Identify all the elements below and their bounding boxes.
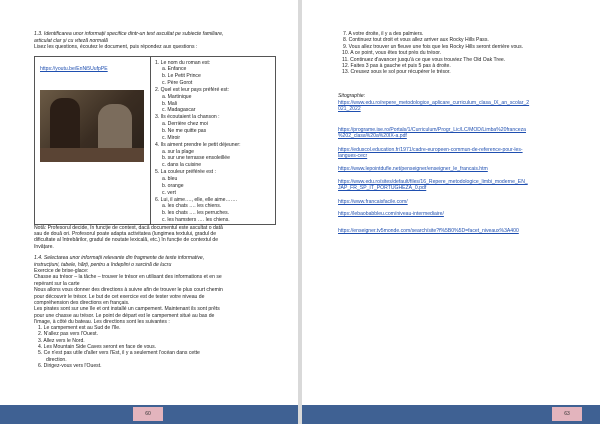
question-item: c. Madagascar — [162, 107, 196, 114]
direction-item: direction. — [46, 356, 67, 363]
question-item: c. dans la cuisine — [162, 162, 202, 169]
body-line: pour une chasse au trésor. Le point de départ est le campement situé au bas de — [34, 312, 215, 319]
question-item: a. les chats …. les chiens. — [162, 203, 222, 210]
body-line: l'image, à côté du bateau. Les directions sont les suivantes : — [34, 319, 170, 326]
video-table — [40, 148, 144, 162]
sitography-link[interactable]: JAP_FR_SP_IT_PORTUGHEZA_0.pdf — [338, 185, 427, 192]
body-line: pour découvrir le trésor. Le but de cet exercice est de tester votre niveau de — [34, 293, 205, 300]
direction-item: 1. Le campement est au Sud de l'île. — [38, 325, 121, 331]
question-item: c. Père Gorot — [162, 80, 193, 87]
sitography-link[interactable]: https://www.edu.ro/repere_metodologice_aplicare_curriculum_clasa_IX_an_scolar_2 — [338, 100, 530, 106]
question-item: a. Enfance — [162, 66, 187, 73]
direction-item: 11. Continuez d'avancer jusqu'à ce que vous trouviez The Old Oak Tree. — [342, 56, 506, 63]
question-item: b. les chats …. les perruches. — [162, 210, 230, 217]
section-heading-1-4-cont: instrucțiuni, tabele, hărți, pentru a îndeplini o sarcină de lucru — [34, 261, 172, 268]
question-item: b. Ne me quitte pas — [162, 128, 207, 134]
sitography-heading: Sitographie: — [338, 93, 366, 99]
note-line: sau de două ori. Profesorul poate adapta activitatea (lungimea textului, gradul de — [34, 230, 217, 237]
direction-item: 12. Faites 3 pas à gauche et puis 5 pas à droite. — [342, 63, 451, 69]
sitography-link[interactable]: %202_clasa%20a%20IX-a.pdf — [338, 133, 407, 140]
direction-item: 3. Allez vers le Nord. — [38, 337, 85, 344]
sitography-link[interactable]: https://www.francaisfacile.com/ — [338, 199, 408, 205]
question-item: b. sur une terrasse ensoleillée — [162, 155, 230, 162]
sitography-link[interactable]: https://lebaobabbleu.com/niveau-intermediaire/ — [338, 211, 444, 217]
sitography-link[interactable]: langues-cecr — [338, 153, 368, 160]
sitography-link[interactable]: https://enseigner.tv5monde.com/search/site?f%5B0%5D=facet_niveaux%3A400 — [338, 228, 519, 234]
question-item: a. Martinique — [162, 93, 192, 100]
left-page — [0, 0, 298, 424]
listening-instruction: Lisez les questions, écoutez le document, puis répondez aux questions : — [34, 44, 198, 50]
table-divider — [150, 57, 151, 224]
question-item: 1. Le nom du roman est: — [155, 59, 211, 66]
body-line: Chasse au trésor – la tâche – trouver le trésor en utilisant des informations et en se — [34, 274, 222, 281]
body-line: repérant sur la carte — [34, 280, 80, 287]
question-item: a. bleu — [162, 175, 178, 182]
direction-item: 6. Dirigez-vous vers l'Ouest. — [38, 362, 102, 369]
body-line: Nous allons vous donner des directions à suivre afin de trouver le plus court chemin — [34, 287, 223, 294]
direction-item: 8. Continuez tout droit et vous allez arriver aux Rocky Hills Pass. — [343, 37, 489, 44]
sitography-link[interactable]: https://www.edu.ro/sites/default/files/16_Repere_metodologice_limbi_moderne_EN_ — [338, 179, 528, 185]
sitography-link[interactable]: https://www.lepointdufle.net/penseigner/enseigner_le_francais.htm — [338, 166, 488, 172]
question-item: c. vert — [162, 189, 176, 196]
question-item: a. sur la plage — [162, 148, 194, 155]
note-line: Notă: Profesorul decide, în funcție de context, dacă documentul este ascultat o dată — [34, 224, 223, 231]
page-number-left: 60 — [133, 407, 163, 421]
question-item: b. Mali — [162, 100, 178, 107]
question-item: a. Derrière chez moi — [162, 121, 208, 128]
question-item: c. les hamsters …. les chiens. — [162, 217, 230, 224]
question-item: c. Miroir — [162, 134, 181, 141]
direction-item: 9. Vous allez trouver un fleuve une fois que les Rocky Hills seront derrière vous. — [343, 43, 524, 50]
page-number-right: 63 — [552, 407, 582, 421]
sitography-link[interactable]: https://eduscol.education.fr/1971/cadre-europeen-commun-de-reference-pour-les- — [338, 147, 523, 153]
question-item: 2. Quel est leur pays préféré est: — [155, 86, 229, 93]
direction-item: 2. N'allez pas vers l'Ouest. — [38, 331, 98, 338]
direction-item: 7. A votre droite, il y a des palmiers. — [343, 31, 424, 37]
question-item: 5. La couleur préférée est : — [155, 169, 216, 176]
body-line: compréhension des directions en français. — [34, 300, 130, 306]
section-heading-1-4: 1.4. Selectarea unor informații relevante din fragmente de texte informative, — [34, 255, 205, 261]
question-item: b. orange — [162, 182, 184, 189]
section-heading-1-3: 1.3. Identificarea unor informații specifice dintr-un text ascultat pe subiecte familiare, — [34, 31, 224, 37]
video-link[interactable]: https://youtu.be/EnNi5UufpPE — [40, 66, 108, 72]
question-item: b. Le Petit Prince — [162, 73, 201, 80]
direction-item: 5. Ce n'est pas utile d'aller vers l'Est, il y a seulement l'océan dans cette — [38, 350, 200, 357]
direction-item: 4. Les Mountain Side Caves seront en face de vous. — [38, 343, 157, 350]
video-thumbnail[interactable] — [40, 90, 144, 162]
question-item: 3. Ils écoutaient la chanson : — [155, 114, 220, 121]
direction-item: 13. Creusez sous le sol pour récupérer le trésor. — [342, 69, 451, 76]
note-line: dificultate al întrebărilor, gradul de noutate lexicală, etc.) în funcție de contextul de — [34, 237, 219, 244]
right-page — [302, 0, 600, 424]
sitography-link[interactable]: https://programe.ise.ro/Portals/1/Curriculum/Progr_Lic/LC/MOD/Limba%20franceza — [338, 127, 526, 133]
question-item: 4. Ils aiment prendre le petit déjeuner: — [155, 141, 241, 148]
sitography-link[interactable]: 021_2022 — [338, 106, 361, 113]
body-line: Exercice de brise-glace: — [34, 268, 89, 274]
exercise-table — [34, 56, 276, 225]
note-line: învățare. — [34, 243, 54, 250]
section-heading-1-3-cont: articulat clar și cu viteză normală — [34, 37, 108, 44]
direction-item: 10. A ce point, vous êtes tout près du trésor. — [342, 50, 442, 57]
question-item: 6. Lui, il aime…., elle, elle aime……. — [155, 196, 238, 203]
body-line: Les pirates sont sur une île et ont installé un campement. Maintenant ils sont prêts — [34, 306, 220, 313]
